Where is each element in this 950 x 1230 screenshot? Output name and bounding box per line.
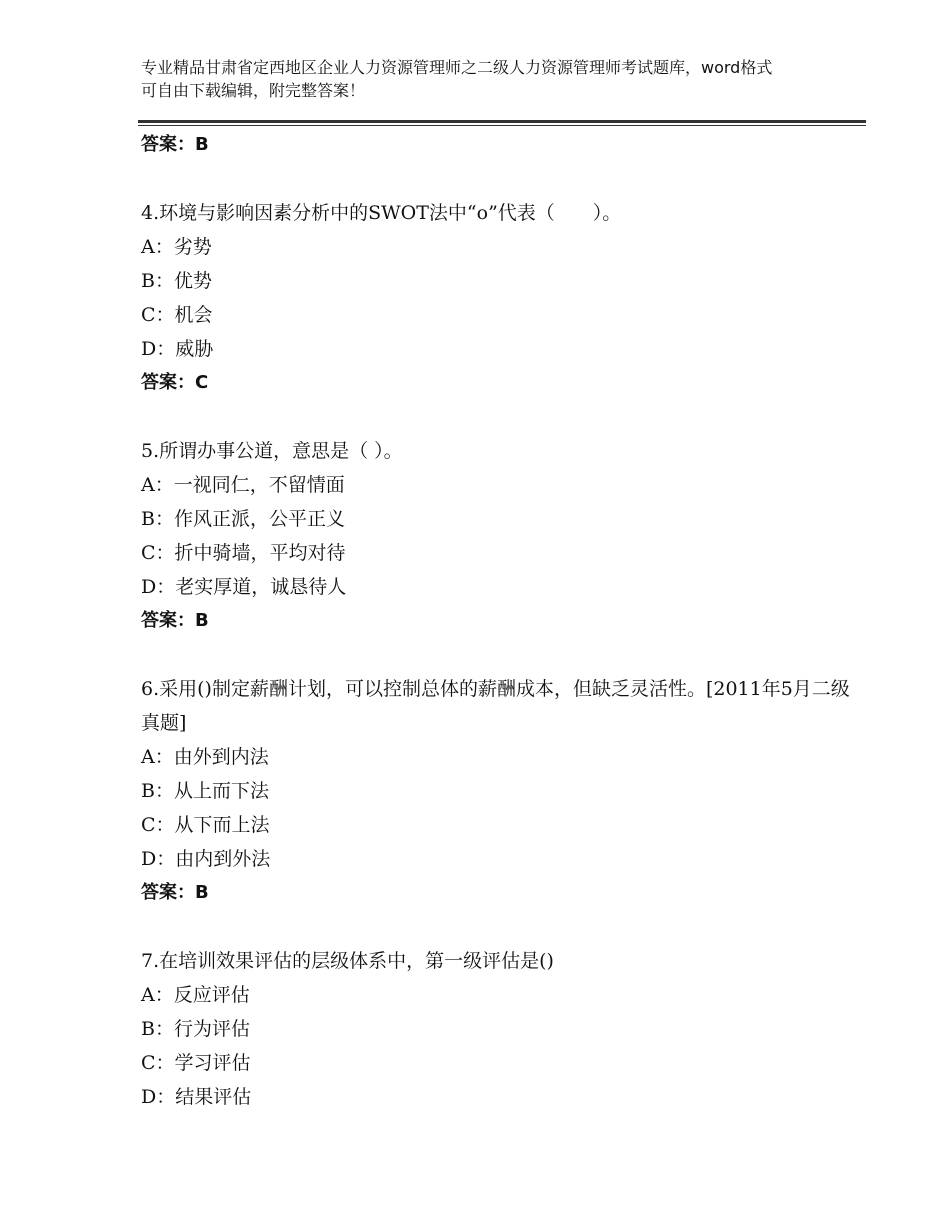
option-d: D：老实厚道，诚恳待人 bbox=[141, 576, 347, 598]
header-divider-thick bbox=[138, 120, 866, 123]
option-a: A：劣势 bbox=[141, 236, 212, 258]
option-b: B：行为评估 bbox=[141, 1018, 250, 1040]
option-c: C：机会 bbox=[141, 304, 213, 326]
option-d: D：结果评估 bbox=[141, 1086, 252, 1108]
question-5: 5.所谓办事公道，意思是（ ）。 bbox=[141, 440, 403, 462]
answer-line: 答案：B bbox=[141, 882, 209, 903]
option-d: D：威胁 bbox=[141, 338, 214, 360]
option-a: A：由外到内法 bbox=[141, 746, 269, 768]
question-7: 7.在培训效果评估的层级体系中，第一级评估是() bbox=[141, 950, 554, 972]
option-b: B：作风正派，公平正义 bbox=[141, 508, 345, 530]
answer-line: 答案：C bbox=[141, 372, 209, 393]
option-c: C：学习评估 bbox=[141, 1052, 251, 1074]
answer-line: 答案：B bbox=[141, 134, 209, 155]
document-header: 专业精品甘肃省定西地区企业人力资源管理师之二级人力资源管理师考试题库，word格式可自由下载编辑，附完整答案！ bbox=[141, 58, 773, 100]
option-b: B：从上而下法 bbox=[141, 780, 269, 802]
question-list bbox=[141, 128, 861, 1114]
option-a: A：反应评估 bbox=[141, 984, 250, 1006]
answer-line: 答案：B bbox=[141, 610, 209, 631]
option-b: B：优势 bbox=[141, 270, 212, 292]
question-6: 6.采用()制定薪酬计划，可以控制总体的薪酬成本，但缺乏灵活性。[2011年5月二级真题] bbox=[141, 678, 850, 734]
header-divider-thin bbox=[138, 125, 866, 126]
option-c: C：折中骑墙，平均对待 bbox=[141, 542, 346, 564]
option-d: D：由内到外法 bbox=[141, 848, 271, 870]
option-a: A：一视同仁，不留情面 bbox=[141, 474, 345, 496]
question-4: 4.环境与影响因素分析中的SWOT法中“o”代表（ ）。 bbox=[141, 202, 622, 224]
option-c: C：从下而上法 bbox=[141, 814, 270, 836]
